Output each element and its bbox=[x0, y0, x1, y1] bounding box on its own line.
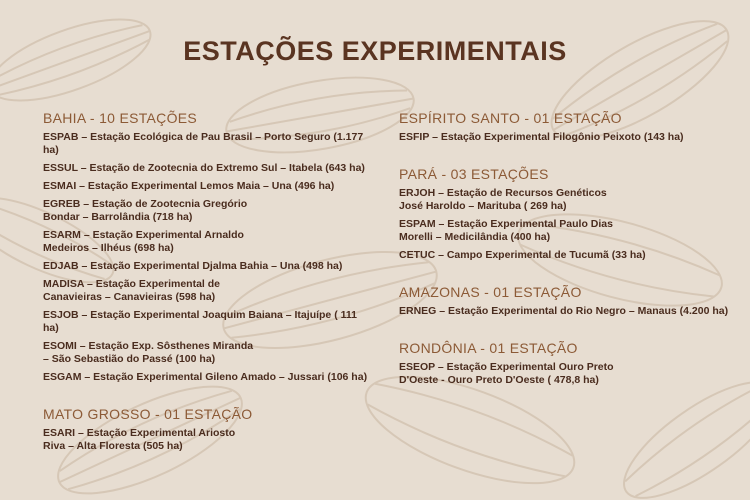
region-heading: BAHIA - 10 ESTAÇÕES bbox=[43, 110, 198, 126]
region-section-espirito-santo bbox=[399, 110, 739, 144]
region-heading: ESPÍRITO SANTO - 01 ESTAÇÃO bbox=[399, 110, 622, 126]
station-item: MADISA – Estação Experimental de Canavieiras – Canavieiras (598 ha) bbox=[43, 278, 221, 303]
station-item: ESSUL – Estação de Zootecnia do Extremo Sul – Itabela (643 ha) bbox=[43, 162, 365, 174]
region-section-para bbox=[399, 166, 739, 262]
station-item: ESGAM – Estação Experimental Gileno Amado – Jussari (106 ha) bbox=[43, 371, 368, 383]
region-heading: MATO GROSSO - 01 ESTAÇÃO bbox=[43, 406, 253, 422]
region-section-bahia bbox=[43, 110, 373, 384]
region-section-rondonia bbox=[399, 340, 739, 387]
station-item: ESFIP – Estação Experimental Filogônio Peixoto (143 ha) bbox=[399, 131, 684, 143]
station-item: ESPAB – Estação Ecológica de Pau Brasil – Porto Seguro (1.177 ha) bbox=[43, 131, 364, 156]
right-column bbox=[399, 110, 739, 409]
region-heading: RONDÔNIA - 01 ESTAÇÃO bbox=[399, 340, 578, 356]
page-title: ESTAÇÕES EXPERIMENTAIS bbox=[183, 36, 567, 66]
station-item: ESOMI – Estação Exp. Sôsthenes Miranda – São Sebastião do Passé (100 ha) bbox=[43, 340, 254, 365]
station-item: CETUC – Campo Experimental de Tucumã (33 ha) bbox=[399, 249, 646, 261]
station-item: ESARM – Estação Experimental Arnaldo Medeiros – Ilhéus (698 ha) bbox=[43, 229, 244, 254]
station-item: ESPAM – Estação Experimental Paulo Dias Morelli – Medicilândia (400 ha) bbox=[399, 218, 613, 243]
station-item: ESMAI – Estação Experimental Lemos Maia – Una (496 ha) bbox=[43, 180, 335, 192]
left-column bbox=[43, 110, 373, 475]
station-item: ESARI – Estação Experimental Ariosto Riva – Alta Floresta (505 ha) bbox=[43, 427, 236, 452]
station-item: ESJOB – Estação Experimental Joaquim Baiana – Itajuípe ( 111 ha) bbox=[43, 309, 357, 334]
station-item: EDJAB – Estação Experimental Djalma Bahia – Una (498 ha) bbox=[43, 260, 343, 272]
region-section-mato-grosso bbox=[43, 406, 373, 453]
region-heading: AMAZONAS - 01 ESTAÇÃO bbox=[399, 284, 582, 300]
region-section-amazonas bbox=[399, 284, 739, 318]
station-item: EGREB – Estação de Zootecnia Gregório Bondar – Barrolândia (718 ha) bbox=[43, 198, 248, 223]
station-item: ERJOH – Estação de Recursos Genéticos José Haroldo – Marituba ( 269 ha) bbox=[399, 187, 607, 212]
region-heading: PARÁ - 03 ESTAÇÕES bbox=[399, 166, 549, 182]
station-item: ERNEG – Estação Experimental do Rio Negro – Manaus (4.200 ha) bbox=[399, 305, 729, 317]
station-item: ESEOP – Estação Experimental Ouro Preto D'Oeste - Ouro Preto D'Oeste ( 478,8 ha) bbox=[399, 361, 614, 386]
